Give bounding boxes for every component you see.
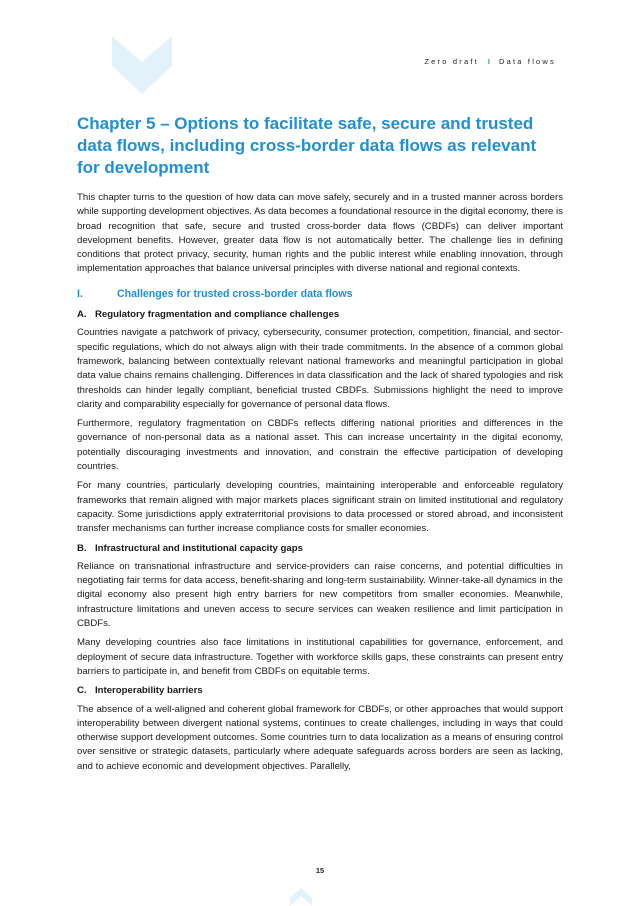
body-paragraph: Reliance on transnational infrastructure and service-providers can raise concerns, and potential difficulties in negotiating fair terms for data access, benefit-sharing and long-term sustainability. Winner-take-all dynamics in the digital economy also present high entry barriers for new competitors from smaller economies. Meanwhile, infrastructure limitations and uneven access to secure services can weaken resilience and limit participation in CBDFs.	[77, 560, 563, 630]
body-paragraph: Many developing countries also face limitations in institutional capabilities for governance, enforcement, and deployment of secure data infrastructure. Together with workforce skills gaps, these constraints can present entry barriers to participate in, and benefit from CBDFs on equitable terms.	[77, 637, 563, 677]
body-paragraph: The absence of a well-aligned and coherent global framework for CBDFs, or other approaches that would support interoperability between divergent national systems, continues to create challenges, including in ways that could otherwise support development outcomes. Some countries turn to data localization as a means of ensuring control over sensitive or strategic datasets, particularly where adequate safeguards across borders are seen as lacking, and to achieve economic and development objectives. Parallelly,	[77, 703, 563, 772]
subsection-letter: C.	[77, 685, 87, 697]
subsection-heading-a	[77, 308, 563, 322]
subsection-heading-b	[77, 542, 563, 556]
header-document-topic: Data flows	[498, 57, 556, 66]
section-title: Challenges for trusted cross-border data flows	[117, 287, 353, 300]
subsection-letter: A.	[77, 309, 87, 321]
subsection-heading-c	[77, 684, 563, 698]
header-separator: I	[487, 57, 490, 66]
chevron-down-logo-icon	[112, 36, 172, 94]
section-heading	[77, 287, 563, 301]
chapter-title: Chapter 5 – Options to facilitate safe, secure and trusted data flows, including cross-border data flows as relevant for development	[77, 114, 537, 177]
subsection-letter: B.	[77, 542, 87, 554]
page-number: 15	[315, 866, 325, 875]
running-header	[424, 57, 556, 66]
subsection-title: Infrastructural and institutional capacity gaps	[95, 542, 303, 554]
body-paragraph: For many countries, particularly developing countries, maintaining interoperable and enforceable regulatory frameworks that remain aligned with major markets places significant strain on limited institutional and regulatory capacity. Some jurisdictions apply extraterritorial provisions to data processed or stored abroad, and inconsistent transfer mechanisms can further increase compliance costs for smaller economies.	[77, 480, 563, 535]
intro-paragraph: This chapter turns to the question of how data can move safely, securely and in a trusted manner across borders while supporting development objectives. As data becomes a foundational resource in the digital economy, there is broad recognition that safe, secure and trusted cross-border data flows (CBDFs) can deliver important development benefits. However, greater data flow is not automatically better. The challenge lies in defining conditions that protect privacy, security, human rights and the public interest while enabling innovation, through implementation approaches that balance universal principles with diverse national and regional contexts.	[77, 192, 563, 275]
subsection-title: Regulatory fragmentation and compliance challenges	[95, 309, 340, 321]
header-document-status: Zero draft	[424, 57, 479, 66]
document-body	[77, 191, 563, 779]
chevron-up-logo-icon	[290, 884, 312, 906]
section-number: I.	[77, 287, 83, 300]
body-paragraph: Furthermore, regulatory fragmentation on CBDFs reflects differing national priorities and differences in the governance of non-personal data as a national asset. This can increase uncertainty in the digital economy, potentially discouraging investments and innovation, and constrain the effective participation of developing countries.	[77, 418, 563, 473]
subsection-title: Interoperability barriers	[95, 685, 203, 697]
body-paragraph: Countries navigate a patchwork of privacy, cybersecurity, consumer protection, competition, financial, and sector-specific regulations, which do not always align with their trade commitments. In the absence of a common global framework, balancing between contextually relevant national frameworks and meaningful participation in global data value chains remains challenging. Differences in data classification and the lack of shared typologies and risk thresholds can hinder legally compliant, beneficial trusted CBDFs. Submissions highlight the need to improve clarity and comparability especially for governance of personal data flows.	[77, 327, 563, 410]
